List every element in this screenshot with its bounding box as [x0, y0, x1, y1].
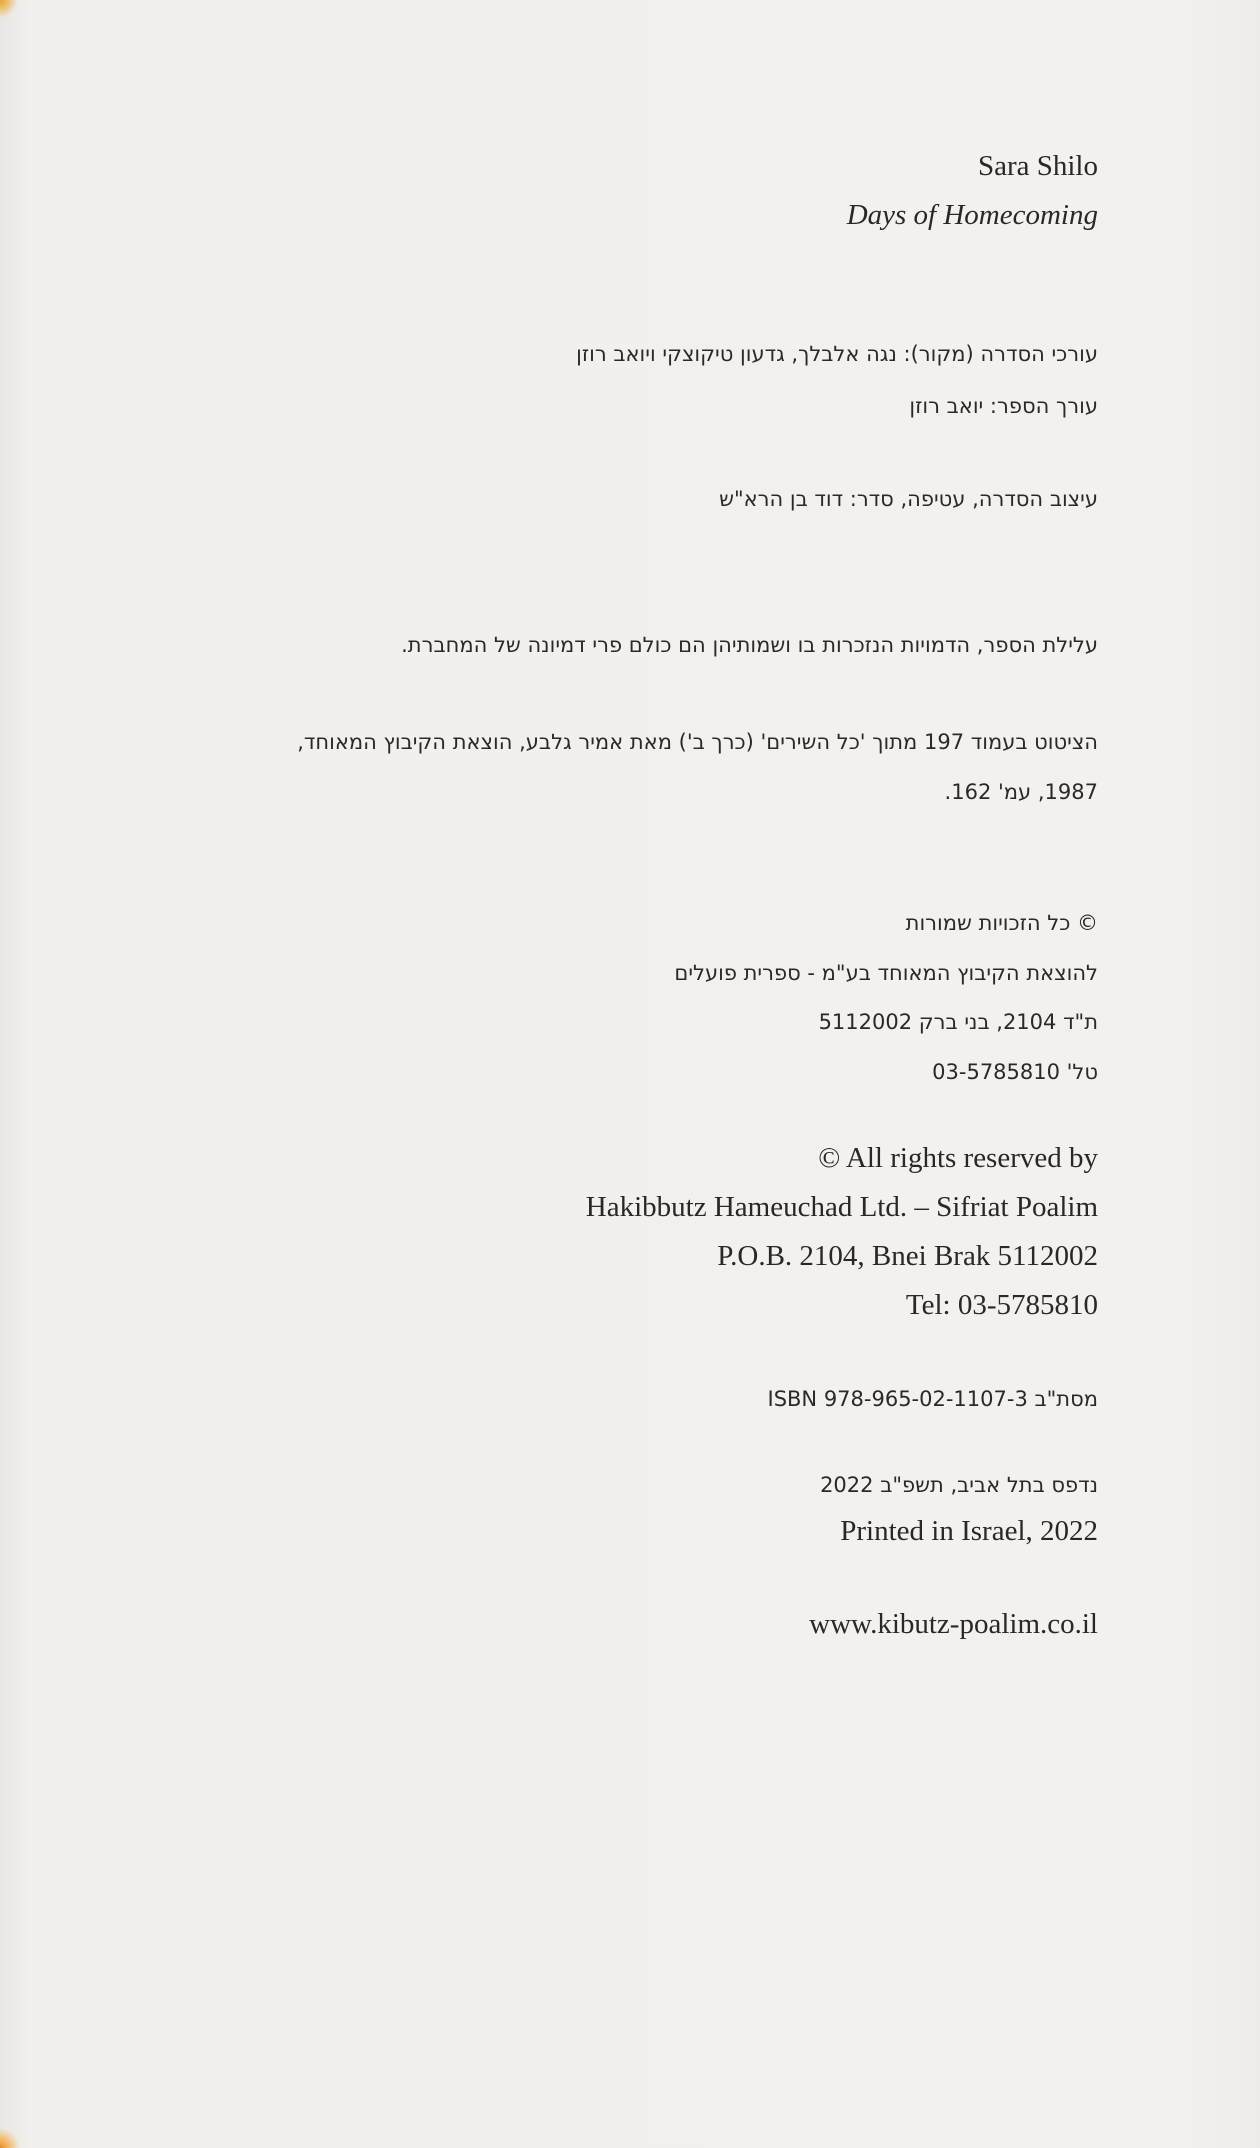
author-name: Sara Shilo: [977, 150, 1098, 182]
printed-english: Printed in Israel, 2022: [840, 1515, 1098, 1547]
fiction-disclaimer: עלילת הספר, הדמויות הנזכרות בו ושמותיהן הם כולם פרי דמיונה של המחברת.: [401, 633, 1098, 657]
quote-credit-line-2: 1987, עמ' 162.: [944, 780, 1098, 804]
rights-hebrew-line-1: © כל הזכויות שמורות: [905, 911, 1098, 935]
quote-credit-line-1: הציטוט בעמוד 197 מתוך 'כל השירים' (כרך ב') מאת אמיר גלבע, הוצאת הקיבוץ המאוחד,: [297, 730, 1098, 754]
rights-hebrew-line-2: להוצאת הקיבוץ המאוחד בע"מ - ספרית פועלים: [674, 961, 1098, 985]
design-credit: עיצוב הסדרה, עטיפה, סדר: דוד בן הרא"ש: [719, 487, 1098, 511]
rights-english-line-4: Tel: 03-5785810: [905, 1289, 1098, 1321]
rights-english-line-1: © All rights reserved by: [818, 1142, 1098, 1174]
isbn: מסת"ב ISBN 978-965-02-1107-3: [767, 1387, 1098, 1411]
book-editor: עורך הספר: יואב רוזן: [909, 394, 1098, 418]
rights-english-line-2: Hakibbutz Hameuchad Ltd. – Sifriat Poalim: [585, 1191, 1098, 1223]
page-corner-stain: [0, 0, 22, 22]
page-corner-stain: [0, 2126, 30, 2148]
rights-hebrew-line-4: טל' 03-5785810: [932, 1060, 1098, 1084]
printed-hebrew: נדפס בתל אביב, תשפ"ב 2022: [820, 1473, 1098, 1497]
series-editors: עורכי הסדרה (מקור): נגה אלבלך, גדעון טיקוצקי ויואב רוזן: [576, 342, 1098, 366]
rights-hebrew-line-3: ת"ד 2104, בני ברק 5112002: [818, 1010, 1098, 1034]
book-title: Days of Homecoming: [846, 199, 1098, 231]
publisher-website: www.kibutz-poalim.co.il: [809, 1608, 1098, 1640]
rights-english-line-3: P.O.B. 2104, Bnei Brak 5112002: [717, 1240, 1098, 1272]
